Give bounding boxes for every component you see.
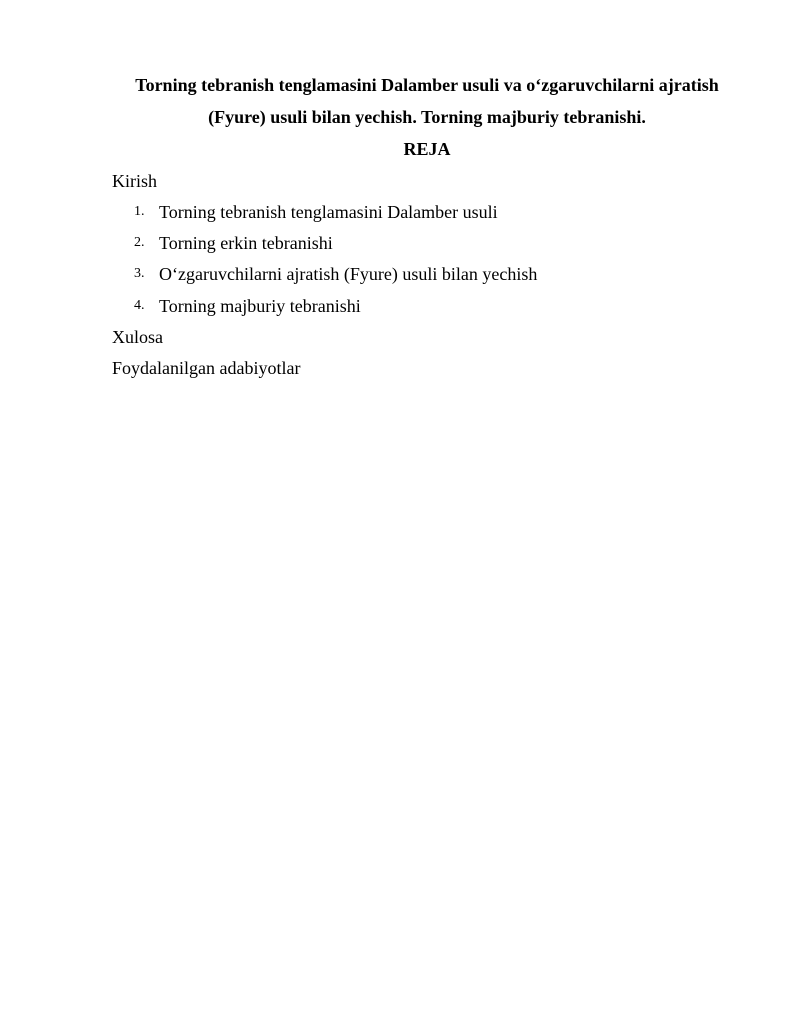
plan-list-item (0, 232, 700, 254)
list-number: 3. (134, 266, 145, 281)
plan-heading: REJA (403, 139, 451, 159)
plan-list-item (0, 201, 700, 223)
conclusion-line: Xulosa (112, 327, 163, 347)
list-number: 4. (134, 298, 145, 313)
list-item-text: Torning majburiy tebranishi (159, 296, 361, 316)
document-title-line-2: (Fyure) usuli bilan yechish. Torning majburiy tebranishi. (208, 107, 646, 127)
document-title-line-1: Torning tebranish tenglamasini Dalamber usuli va o‘zgaruvchilarni ajratish (135, 75, 719, 95)
intro-line: Kirish (112, 171, 157, 191)
list-item-text: O‘zgaruvchilarni ajratish (Fyure) usuli bilan yechish (159, 264, 538, 284)
references-line: Foydalanilgan adabiyotlar (112, 358, 301, 378)
list-number: 1. (134, 204, 145, 219)
list-item-text: Torning tebranish tenglamasini Dalamber usuli (159, 202, 498, 222)
plan-list-item (0, 263, 700, 285)
plan-list-item (0, 295, 700, 317)
list-item-text: Torning erkin tebranishi (159, 233, 333, 253)
list-number: 2. (134, 235, 145, 250)
